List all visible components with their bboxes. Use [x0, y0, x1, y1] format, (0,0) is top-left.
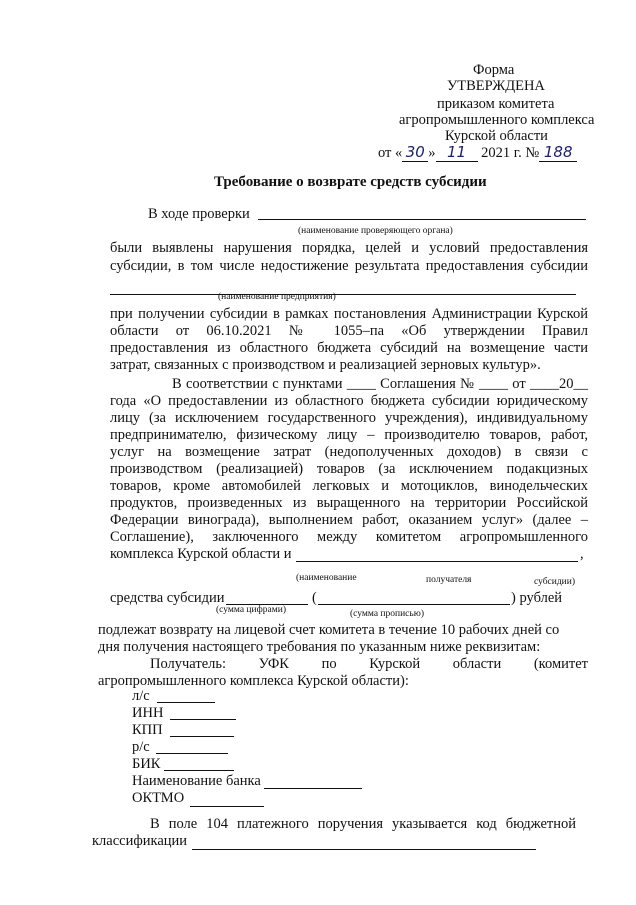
date-day: 30	[402, 144, 428, 162]
req-kpp-label: КПП	[132, 722, 163, 738]
approval-date	[378, 144, 577, 162]
paragraph-3-line-5: услуг на возмещение затрат (недополученных доходов) в связи с	[110, 444, 588, 460]
req-oktmo-label: ОКТМО	[132, 790, 185, 806]
date-month: 11	[436, 144, 478, 162]
paragraph-3-line-3: лицу (за исключением государственного учреждения), индивидуальному	[110, 410, 588, 426]
paragraph-2-line-3: предоставления из областного бюджета субсидий на возмещение части	[110, 340, 588, 356]
req-inn-label: ИНН	[132, 705, 164, 721]
date-mid: »	[428, 145, 436, 161]
paragraph-2-line-2: области от 06.10.2021 № 1055–па «Об утверждении Правил	[110, 323, 588, 339]
paragraph-2-line-4: затрат, связанных с производством и реализацией зерновых культур».	[110, 357, 541, 373]
req-ls-label: л/с	[132, 688, 150, 704]
inspection-label: В ходе проверки	[148, 206, 250, 222]
funds-label: средства субсидии	[110, 590, 225, 606]
req-ls-field	[157, 702, 215, 703]
paragraph-3-line-11-end: ,	[580, 546, 584, 562]
req-rs-label: р/с	[132, 739, 150, 755]
recipient-name-field	[296, 561, 578, 562]
sum-digits-caption: (сумма цифрами)	[216, 605, 286, 615]
req-bank-label: Наименование банка	[132, 773, 261, 789]
recipient-caption-1: (наименование	[296, 573, 357, 583]
recipient-caption-3: субсидии)	[534, 577, 576, 587]
paragraph-2-line-1: при получении субсидии в рамках постановления Администрации Курской	[110, 306, 588, 322]
paragraph-5-line-1: В поле 104 платежного поручения указывается код бюджетной	[150, 816, 576, 832]
sum-words-field	[318, 604, 510, 605]
enterprise-caption: (наименование предприятия)	[218, 292, 336, 302]
inspection-caption: (наименование проверяющего органа)	[298, 226, 453, 236]
inspection-field	[258, 219, 586, 220]
date-number: 188	[539, 144, 577, 162]
req-rs-field	[156, 753, 228, 754]
date-year: 2021 г. №	[481, 145, 540, 161]
req-bank-field	[264, 788, 362, 789]
paragraph-4-line-2: дня получения настоящего требования по указанным ниже реквизитам:	[98, 639, 541, 655]
recipient-line-2: агропромышленного комплекса Курской области):	[98, 673, 409, 689]
paragraph-3-line-6: производством (реализацией) товаров (за исключением подакцизных	[110, 461, 588, 477]
paragraph-3-line-2: года «О предоставлении из областного бюджета субсидии юридическому	[110, 393, 588, 409]
paragraph-3-line-4: предпринимателю, физическому лицу – производителю товаров, работ,	[110, 427, 588, 443]
order-label: приказом комитета	[437, 96, 555, 112]
recipient-caption-2: получателя	[426, 575, 472, 585]
paragraph-3-line-10: Соглашение), заключенного между комитетом агропромышленного	[110, 529, 588, 545]
req-kpp-field	[170, 736, 234, 737]
recipient-line-1: Получатель: УФК по Курской области (комитет	[150, 656, 588, 672]
kbk-field	[192, 849, 536, 850]
paragraph-1-line-1: были выявлены нарушения порядка, целей и условий предоставления	[110, 240, 588, 256]
req-inn-field	[170, 719, 236, 720]
paragraph-3-line-1: В соответствии с пунктами ____ Соглашения № ____ от ____20__	[172, 376, 588, 392]
committee-label: агропромышленного комплекса	[399, 112, 595, 128]
paragraph-3-line-8: продуктов, произведенных из выращенного на территории Российской	[110, 495, 588, 511]
paragraph-1-line-2: субсидии, в том числе недостижение результата предоставления субсидии	[110, 258, 588, 274]
paragraph-5-line-2: классификации	[92, 833, 188, 849]
form-label: Форма	[473, 62, 515, 78]
paragraph-3-line-9: Федерации винограда), выполнением работ, оказанием услуг» (далее –	[110, 512, 588, 528]
req-bik-field	[164, 770, 234, 771]
req-bik-label: БИК	[132, 756, 161, 772]
req-oktmo-field	[190, 806, 264, 807]
page-title: Требование о возврате средств субсидии	[214, 174, 487, 190]
enterprise-field	[110, 294, 576, 295]
funds-paren-open: (	[312, 590, 317, 606]
date-prefix: от «	[378, 145, 403, 161]
paragraph-4-line-1: подлежат возврату на лицевой счет комитета в течение 10 рабочих дней со	[98, 622, 560, 638]
approved-label: УТВЕРЖДЕНА	[447, 78, 545, 94]
sum-words-caption: (сумма прописью)	[350, 609, 424, 619]
paragraph-3-line-11: комплекса Курской области и	[110, 546, 292, 562]
paragraph-3-line-7: товаров, кроме автомобилей легковых и мотоциклов, винодельческих	[110, 478, 588, 494]
region-label: Курской области	[445, 128, 548, 144]
funds-tail: ) рублей	[511, 590, 563, 606]
